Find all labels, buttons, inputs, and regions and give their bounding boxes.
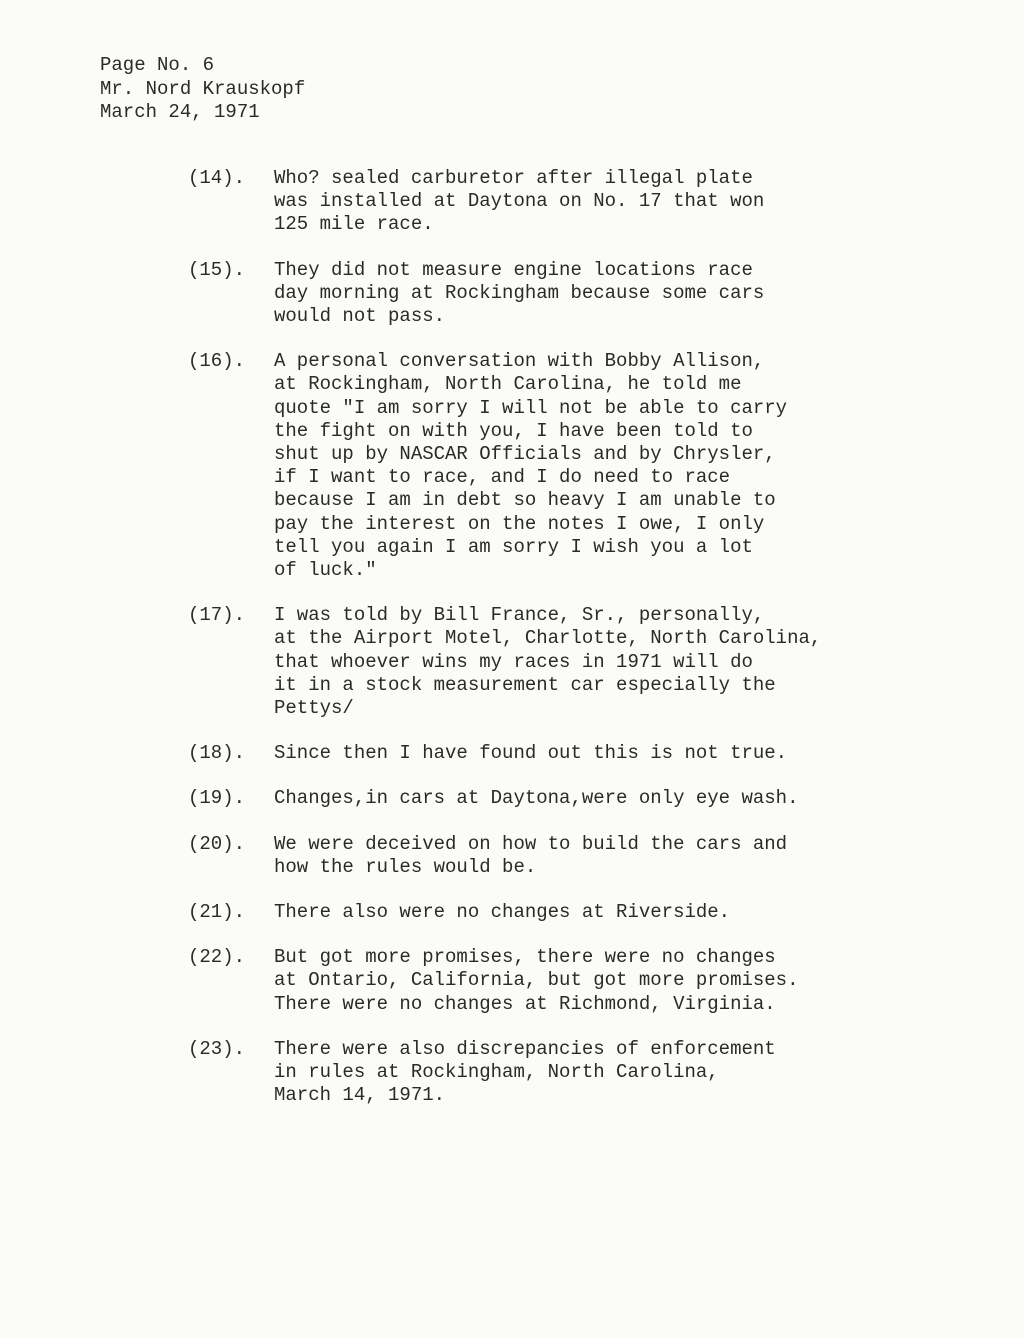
list-item	[188, 259, 821, 329]
item-text	[274, 901, 730, 924]
item-text	[274, 259, 764, 329]
list-item	[188, 167, 821, 237]
page-number: Page No. 6	[100, 54, 215, 76]
item-number: (19).	[188, 787, 246, 810]
item-number: (16).	[188, 350, 246, 373]
list-item	[188, 901, 821, 924]
item-text-line: how the rules would be.	[274, 855, 537, 878]
item-number: (22).	[188, 946, 246, 969]
item-text	[274, 167, 764, 237]
item-text-line: I was told by Bill France, Sr., personally,	[274, 604, 765, 627]
item-text-line: was installed at Daytona on No. 17 that won	[274, 190, 765, 213]
list-item	[188, 350, 821, 582]
item-text-line: There were no changes at Richmond, Virginia.	[274, 992, 776, 1015]
item-text-line: March 14, 1971.	[274, 1084, 446, 1107]
item-text-line: They did not measure engine locations race	[274, 258, 753, 281]
item-text-line: would not pass.	[274, 305, 446, 328]
item-text-line: Since then I have found out this is not true.	[274, 742, 788, 765]
letter-header	[100, 54, 305, 125]
item-text-line: the fight on with you, I have been told to	[274, 419, 753, 442]
item-text	[274, 350, 787, 582]
item-text-line: We were deceived on how to build the cars and	[274, 832, 788, 855]
item-text-line: that whoever wins my races in 1971 will do	[274, 650, 753, 673]
item-text	[274, 604, 821, 720]
item-text-line: There were also discrepancies of enforcement	[274, 1037, 776, 1060]
item-number: (20).	[188, 832, 246, 855]
item-text-line: because I am in debt so heavy I am unable to	[274, 489, 776, 512]
list-item	[188, 787, 821, 810]
item-text-line: of luck."	[274, 559, 377, 582]
numbered-list	[188, 167, 821, 1130]
item-text-line: shut up by NASCAR Officials and by Chrysler,	[274, 443, 776, 466]
list-item	[188, 946, 821, 1016]
item-text-line: at Ontario, California, but got more promises.	[274, 969, 799, 992]
item-text-line: Who? sealed carburetor after illegal plate	[274, 167, 753, 189]
item-number: (23).	[188, 1037, 246, 1060]
item-text-line: if I want to race, and I do need to race	[274, 466, 731, 489]
item-number: (18).	[188, 742, 246, 765]
list-item	[188, 604, 821, 720]
item-number: (15).	[188, 258, 246, 281]
item-text-line: at the Airport Motel, Charlotte, North Carolina,	[274, 627, 822, 650]
item-text-line: Changes,in cars at Daytona,were only eye wash.	[274, 787, 799, 810]
item-text-line: But got more promises, there were no changes	[274, 946, 776, 969]
item-text-line: A personal conversation with Bobby Allison,	[274, 350, 765, 373]
letter-date: March 24, 1971	[100, 101, 260, 123]
item-text-line: quote "I am sorry I will not be able to carry	[274, 396, 788, 419]
item-number: (21).	[188, 901, 246, 924]
item-text-line: pay the interest on the notes I owe, I only	[274, 512, 765, 535]
item-number: (14).	[188, 167, 246, 189]
list-item	[188, 833, 821, 879]
item-text	[274, 742, 787, 765]
list-item	[188, 742, 821, 765]
item-text	[274, 787, 799, 810]
item-text	[274, 833, 787, 879]
item-text	[274, 946, 799, 1016]
item-text-line: Pettys/	[274, 697, 354, 720]
item-text-line: tell you again I am sorry I wish you a lot	[274, 535, 753, 558]
item-text-line: 125 mile race.	[274, 213, 434, 236]
item-number: (17).	[188, 604, 246, 627]
recipient-name: Mr. Nord Krauskopf	[100, 77, 306, 100]
list-item	[188, 1038, 821, 1108]
item-text	[274, 1038, 776, 1108]
item-text-line: it in a stock measurement car especially the	[274, 673, 776, 696]
item-text-line: There also were no changes at Riverside.	[274, 901, 731, 924]
item-text-line: in rules at Rockingham, North Carolina,	[274, 1061, 719, 1084]
item-text-line: at Rockingham, North Carolina, he told me	[274, 373, 742, 396]
item-text-line: day morning at Rockingham because some cars	[274, 281, 765, 304]
